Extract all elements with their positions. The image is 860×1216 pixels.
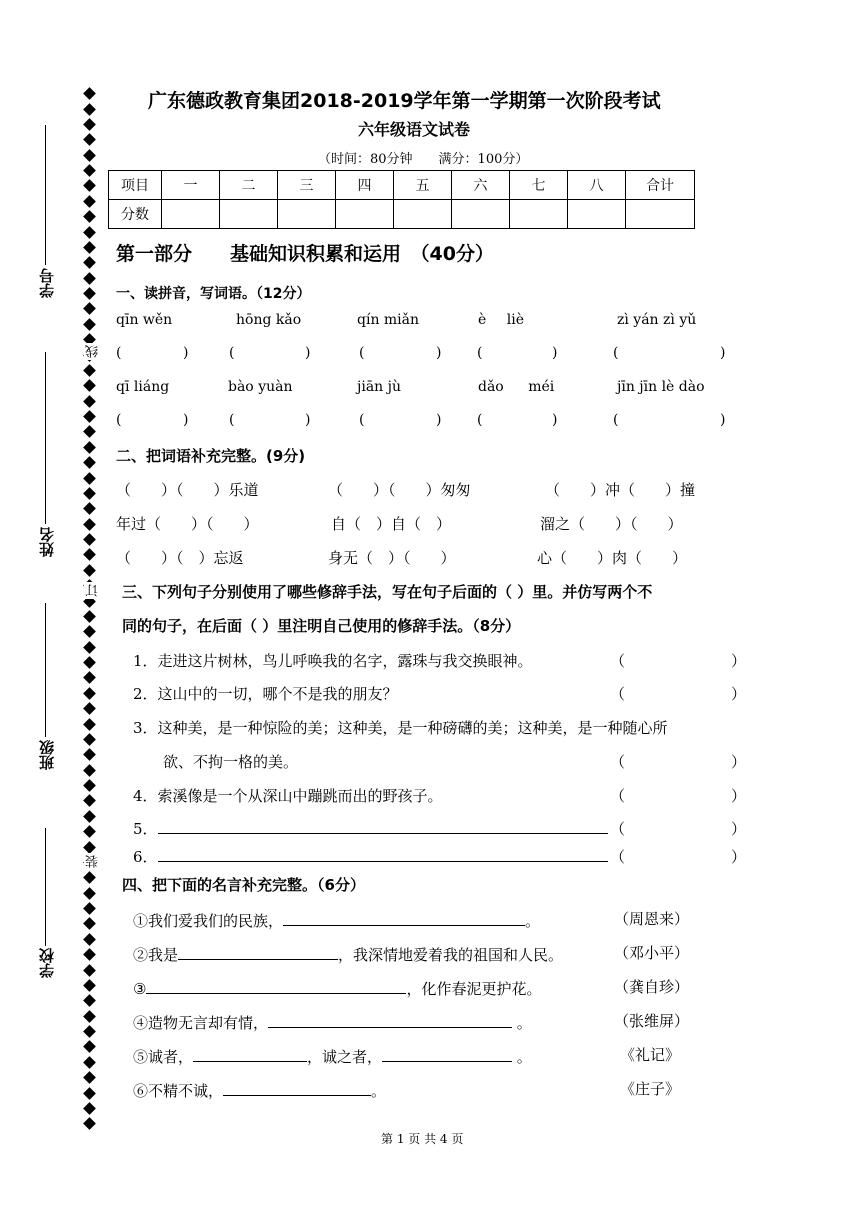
score-header-cell: 五 <box>394 171 452 200</box>
pinyin-2: hōng kǎo <box>236 312 302 328</box>
q1-answer-paren-open: ( <box>477 412 483 428</box>
q4-quote-text: 。 <box>512 1014 532 1032</box>
q3-answer-paren-close: ） <box>731 652 747 670</box>
binding-diamond <box>83 933 96 946</box>
q3-answer-blank[interactable] <box>630 683 730 701</box>
name-label: 姓名 <box>38 527 56 557</box>
score-header-cell: 四 <box>336 171 394 200</box>
page-number: 第 1 页 共 4 页 <box>381 1132 464 1146</box>
q4-quote-3 <box>133 976 541 999</box>
binding-diamond <box>83 226 96 239</box>
q3-sentence-1: 1．走进这片树林，鸟儿呼唤我的名字，露珠与我交换眼神。 <box>133 652 533 670</box>
binding-diamond <box>83 994 96 1007</box>
score-header-cell: 项目 <box>109 171 162 200</box>
binding-diamond <box>83 456 96 469</box>
score-table-score-row <box>109 200 695 229</box>
q1-answer-paren-open: ( <box>229 345 235 361</box>
q4-author-6: 《庄子》 <box>620 1080 681 1098</box>
q1-answer-blank[interactable] <box>124 412 181 430</box>
q1-answer-paren-close: ) <box>720 412 726 428</box>
binding-diamond <box>83 625 96 638</box>
binding-diamond <box>83 272 96 285</box>
q4-quote-text: ⑥不精不诚， <box>133 1082 224 1100</box>
binding-diamond <box>83 1010 96 1023</box>
binding-diamond <box>83 410 96 423</box>
q3-answer-paren-open: （ <box>610 652 626 670</box>
q1-answer-blank[interactable] <box>237 412 303 430</box>
binding-diamond <box>83 656 96 669</box>
pinyin-4: è liè <box>478 312 524 328</box>
score-cell[interactable] <box>278 200 336 229</box>
q1-answer-paren-open: ( <box>359 412 365 428</box>
q3-answer-paren-close: ） <box>731 848 747 866</box>
score-header-cell: 七 <box>510 171 568 200</box>
q4-author-2: （邓小平） <box>614 944 690 962</box>
q1-answer-blank[interactable] <box>367 412 434 430</box>
score-cell[interactable] <box>568 200 626 229</box>
score-table-header-row <box>109 171 695 200</box>
q3-answer-paren-close: ） <box>731 787 747 805</box>
q1-answer-paren-close: ) <box>552 345 558 361</box>
score-header-cell: 一 <box>162 171 220 200</box>
binding-diamond <box>83 241 96 254</box>
q3-answer-paren-open: （ <box>610 685 626 703</box>
q3-answer-blank[interactable] <box>630 751 730 769</box>
q2-item: 溜之（ ）（ ） <box>540 515 683 533</box>
binding-char-xian: 线 <box>86 345 101 358</box>
q2-item: 年过（ ）（ ） <box>116 515 259 533</box>
binding-diamond <box>83 441 96 454</box>
q4-quote-6 <box>133 1078 386 1101</box>
score-header-cell: 三 <box>278 171 336 200</box>
q4-quote-text: ④造物无言却有情， <box>133 1014 269 1032</box>
q3-answer-blank[interactable] <box>630 785 730 803</box>
q1-answer-paren-open: ( <box>613 345 619 361</box>
q1-answer-paren-close: ) <box>436 345 442 361</box>
q3-sentence-2: 2．这山中的一切，哪个不是我的朋友？ <box>133 685 398 703</box>
q3-answer-paren-close: ） <box>731 753 747 771</box>
q2-item: （ ）（ ）乐道 <box>116 481 259 499</box>
binding-diamond <box>83 964 96 977</box>
score-header-cell: 合计 <box>626 171 695 200</box>
q4-quote-text: ②我是 <box>133 946 179 964</box>
binding-diamond <box>83 210 96 223</box>
q1-answer-paren-close: ) <box>305 345 311 361</box>
binding-char-ding: 订 <box>86 584 101 597</box>
binding-diamond <box>83 779 96 792</box>
q3-blank-5[interactable] <box>158 833 608 834</box>
q4-author-3: （龚自珍） <box>614 978 690 996</box>
q4-blank[interactable] <box>193 1044 307 1062</box>
q1-answer-paren-open: ( <box>613 412 619 428</box>
q1-answer-blank[interactable] <box>237 345 303 363</box>
q2-title: 二、把词语补充完整。(9分) <box>116 447 306 465</box>
score-cell[interactable] <box>452 200 510 229</box>
q1-title: 一、读拼音，写词语。（12分） <box>116 286 311 302</box>
pinyin-6: qī liáng <box>116 379 170 395</box>
q3-sentence-3-cont: 欲、不拘一格的美。 <box>163 753 299 771</box>
q3-number-5: 5． <box>133 820 158 838</box>
binding-diamond <box>83 902 96 915</box>
score-header-cell: 八 <box>568 171 626 200</box>
q4-quote-text: 。 <box>371 1082 387 1100</box>
score-cell[interactable] <box>162 200 220 229</box>
binding-diamond <box>83 118 96 131</box>
score-cell[interactable] <box>336 200 394 229</box>
q4-blank[interactable] <box>146 976 406 994</box>
binding-diamond <box>83 487 96 500</box>
score-header-cell: 六 <box>452 171 510 200</box>
binding-diamond <box>83 1087 96 1100</box>
exam-subtitle: 六年级语文试卷 <box>358 120 471 139</box>
q1-answer-blank[interactable] <box>367 345 434 363</box>
score-cell[interactable] <box>220 200 278 229</box>
score-header-cell: 二 <box>220 171 278 200</box>
q3-answer-blank[interactable] <box>630 650 730 668</box>
binding-diamond <box>83 533 96 546</box>
binding-diamond <box>83 164 96 177</box>
binding-diamond <box>83 641 96 654</box>
q1-answer-paren-open: ( <box>116 345 122 361</box>
binding-diamond <box>83 841 96 854</box>
q4-quote-5 <box>133 1044 532 1067</box>
q3-title-line2: 同的句子，在后面（ ）里注明自己使用的修辞手法。（8分） <box>122 617 521 635</box>
q1-answer-paren-close: ) <box>436 412 442 428</box>
q2-item: （ ）冲（ ）撞 <box>545 481 696 499</box>
binding-diamond <box>83 1071 96 1084</box>
binding-diamond <box>83 810 96 823</box>
pinyin-5: zì yán zì yǔ <box>617 312 697 328</box>
binding-diamond-border <box>81 86 97 1136</box>
q3-answer-paren-close: ） <box>731 820 747 838</box>
name-line <box>45 352 46 524</box>
binding-diamond <box>83 948 96 961</box>
binding-diamond <box>83 1102 96 1115</box>
q1-answer-paren-close: ) <box>183 345 189 361</box>
binding-diamond <box>83 149 96 162</box>
q4-quote-text: ，化作春泥更护花。 <box>406 980 542 998</box>
binding-diamond <box>83 748 96 761</box>
q3-answer-paren-open: （ <box>610 787 626 805</box>
q4-quote-4 <box>133 1010 532 1033</box>
binding-diamond <box>83 195 96 208</box>
binding-diamond <box>83 518 96 531</box>
binding-diamond <box>83 564 96 577</box>
q1-answer-blank[interactable] <box>485 412 550 430</box>
q3-answer-paren-close: ） <box>731 685 747 703</box>
q4-author-1: （周恩来） <box>614 910 690 928</box>
q2-item: （ ）（ ）匆匆 <box>328 481 471 499</box>
q1-answer-paren-open: ( <box>116 412 122 428</box>
q4-quote-text: ，诚之者， <box>307 1048 383 1066</box>
binding-diamond <box>83 733 96 746</box>
pinyin-8: jiān jù <box>357 379 401 395</box>
q3-number-6: 6． <box>133 848 158 866</box>
binding-char-zhuang: 装 <box>86 855 101 868</box>
binding-diamond <box>83 1025 96 1038</box>
q4-quote-text: ①我们爱我们的民族， <box>133 912 284 930</box>
binding-diamond <box>83 318 96 331</box>
binding-diamond <box>83 180 96 193</box>
q4-quote-text: 。 <box>525 912 541 930</box>
q3-answer-paren-open: （ <box>610 820 626 838</box>
q4-blank[interactable] <box>283 908 525 926</box>
q4-quote-1 <box>133 908 540 931</box>
binding-diamond <box>83 825 96 838</box>
q3-title-line1: 三、下列句子分别使用了哪些修辞手法，写在句子后面的（ ）里。并仿写两个不 <box>122 583 653 601</box>
pinyin-1: qīn wěn <box>116 312 173 328</box>
q4-blank[interactable] <box>178 942 338 960</box>
binding-diamond <box>83 687 96 700</box>
q3-blank-6[interactable] <box>158 861 608 862</box>
q4-quote-2 <box>133 942 563 965</box>
q1-answer-blank[interactable] <box>124 345 181 363</box>
exam-time-info: （时间：80分钟 满分：100分） <box>318 152 529 167</box>
binding-diamond <box>83 795 96 808</box>
score-cell[interactable] <box>394 200 452 229</box>
q1-answer-paren-open: ( <box>477 345 483 361</box>
score-table <box>108 170 695 229</box>
q3-answer-paren-open: （ <box>610 753 626 771</box>
q4-quote-text: ⑤诚者， <box>133 1048 194 1066</box>
q3-sentence-4: 4．索溪像是一个从深山中蹦跳而出的野孩子。 <box>133 787 443 805</box>
q1-answer-blank[interactable] <box>485 345 550 363</box>
binding-diamond <box>83 379 96 392</box>
q1-answer-paren-close: ) <box>305 412 311 428</box>
binding-diamond <box>83 256 96 269</box>
school-label: 学校 <box>38 948 56 978</box>
binding-diamond <box>83 918 96 931</box>
score-cell[interactable] <box>510 200 568 229</box>
binding-diamond <box>83 364 96 377</box>
q4-blank[interactable] <box>268 1010 512 1028</box>
binding-diamond <box>83 426 96 439</box>
binding-diamond <box>83 764 96 777</box>
binding-diamond <box>83 1117 96 1130</box>
binding-diamond <box>83 87 96 100</box>
q4-author-4: （张维屏） <box>614 1012 690 1030</box>
q1-answer-paren-open: ( <box>229 412 235 428</box>
q1-answer-paren-close: ) <box>183 412 189 428</box>
student-id-line <box>45 125 46 265</box>
binding-diamond <box>83 672 96 685</box>
q3-sentence-5 <box>133 818 158 839</box>
q1-answer-blank[interactable] <box>621 412 718 430</box>
q3-answer-blank[interactable] <box>630 818 730 836</box>
binding-diamond <box>83 103 96 116</box>
pinyin-10: jīn jīn lè dào <box>617 379 705 395</box>
q4-quote-text: ，我深情地爱着我的祖国和人民。 <box>338 946 564 964</box>
binding-diamond <box>83 610 96 623</box>
part1-heading: 第一部分 基础知识积累和运用 （40分） <box>116 243 494 265</box>
pinyin-3: qín miǎn <box>357 312 420 328</box>
binding-diamond <box>83 979 96 992</box>
q2-item: 心（ ）肉（ ） <box>537 549 688 567</box>
q3-sentence-3: 3．这种美，是一种惊险的美；这种美，是一种磅礴的美；这种美，是一种随心所 <box>133 719 668 737</box>
student-id-label: 学号 <box>38 268 56 298</box>
binding-diamond <box>83 871 96 884</box>
binding-diamond <box>83 287 96 300</box>
q3-answer-paren-open: （ <box>610 848 626 866</box>
q2-item: 自（ ）自（ ） <box>331 515 452 533</box>
exam-title: 广东德政教育集团2018-2019学年第一学期第一次阶段考试 <box>148 90 661 112</box>
q4-author-5: 《礼记》 <box>620 1046 681 1064</box>
binding-diamond <box>83 1056 96 1069</box>
binding-diamond <box>83 1041 96 1054</box>
binding-diamond <box>83 887 96 900</box>
binding-diamond <box>83 502 96 515</box>
binding-diamond <box>83 395 96 408</box>
score-cell[interactable] <box>626 200 695 229</box>
q1-answer-paren-close: ) <box>552 412 558 428</box>
q2-item: （ ）（ ）忘返 <box>116 549 244 567</box>
class-label: 班级 <box>38 740 56 770</box>
binding-diamond <box>83 549 96 562</box>
q1-answer-paren-open: ( <box>359 345 365 361</box>
q1-answer-blank[interactable] <box>621 345 718 363</box>
q4-quote-text: 。 <box>512 1048 532 1066</box>
q4-quote-text: ③ <box>133 980 147 998</box>
binding-diamond <box>83 133 96 146</box>
q1-answer-paren-close: ) <box>720 345 726 361</box>
q4-blank[interactable] <box>223 1078 371 1096</box>
class-line <box>45 603 46 737</box>
score-row-label: 分数 <box>109 200 162 229</box>
pinyin-9: dǎo méi <box>478 379 555 395</box>
q3-sentence-6 <box>133 846 158 867</box>
school-line <box>45 828 46 946</box>
q2-item: 身无（ ）（ ） <box>328 549 456 567</box>
binding-diamond <box>83 303 96 316</box>
q3-answer-blank[interactable] <box>630 846 730 864</box>
q4-blank[interactable] <box>382 1044 512 1062</box>
binding-diamond <box>83 702 96 715</box>
q4-title: 四、把下面的名言补充完整。（6分） <box>122 876 365 894</box>
binding-diamond <box>83 718 96 731</box>
pinyin-7: bào yuàn <box>228 379 293 395</box>
binding-diamond <box>83 472 96 485</box>
